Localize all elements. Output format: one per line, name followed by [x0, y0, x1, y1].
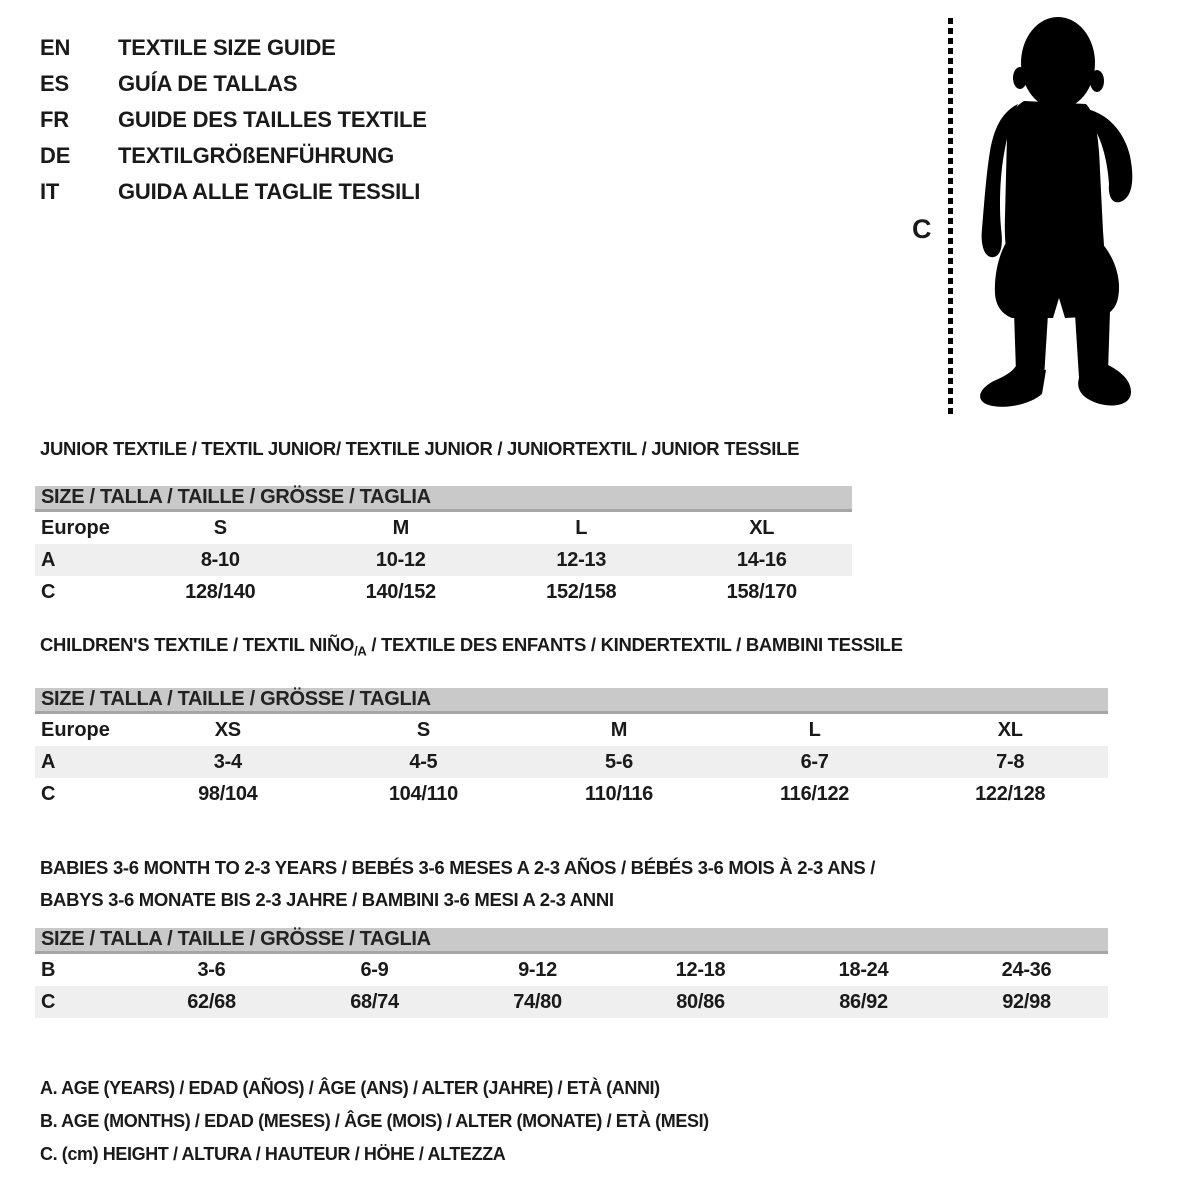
table-cell: 4-5	[409, 750, 438, 773]
section-title-line1: BABIES 3-6 MONTH TO 2-3 YEARS / BEBÉS 3-6 MESES A 2-3 AÑOS / BÉBÉS 3-6 MOIS À 2-3 ANS /	[40, 857, 876, 878]
row-label: Europe	[41, 718, 110, 741]
height-figure	[900, 0, 1160, 430]
table-cell: 128/140	[185, 580, 256, 603]
size-header-bar	[35, 928, 1108, 954]
table-row	[35, 954, 1108, 986]
table-cell: XL	[997, 718, 1023, 741]
size-header-bar	[35, 486, 852, 512]
row-label: C	[41, 782, 56, 805]
row-label: B	[41, 958, 56, 981]
row-label: A	[41, 750, 56, 773]
table-cell: 5-6	[604, 750, 633, 773]
table-cell: 110/116	[584, 782, 653, 805]
table-cell: 8-10	[200, 548, 240, 571]
junior-size-table	[35, 512, 852, 608]
table-cell: 140/152	[365, 580, 436, 603]
section-title-subscript: /A	[354, 643, 367, 659]
children-size-table	[35, 714, 1108, 810]
guide-title: GUÍA DE TALLAS	[118, 71, 298, 96]
row-label: C	[41, 580, 56, 603]
lang-code: EN	[40, 35, 71, 60]
row-label: C	[41, 990, 56, 1013]
height-measure-line	[948, 18, 953, 414]
lang-code: IT	[40, 179, 60, 204]
table-cell: 6-9	[360, 958, 389, 981]
lang-row-it	[40, 174, 427, 210]
table-cell: 74/80	[513, 990, 562, 1013]
row-label: A	[41, 548, 56, 571]
table-cell: 3-6	[197, 958, 226, 981]
table-row	[35, 512, 852, 544]
table-cell: 9-12	[518, 958, 557, 981]
table-cell: XS	[214, 718, 241, 741]
table-cell: 86/92	[839, 990, 888, 1013]
table-row	[35, 986, 1108, 1018]
section-title	[35, 852, 1108, 928]
table-cell: M	[610, 718, 628, 741]
table-cell: 80/86	[676, 990, 725, 1013]
table-cell: 7-8	[996, 750, 1025, 773]
babies-size-table	[35, 954, 1108, 1018]
table-cell: 6-7	[800, 750, 829, 773]
guide-title: TEXTILGRÖßENFÜHRUNG	[118, 143, 395, 168]
table-cell: 10-12	[375, 548, 426, 571]
note-c: C. (cm) HEIGHT / ALTURA / HAUTEUR / HÖHE / ALTEZZA	[40, 1144, 506, 1164]
section-title-text: CHILDREN'S TEXTILE / TEXTIL NIÑO	[40, 634, 355, 655]
guide-title: GUIDA ALLE TAGLIE TESSILI	[118, 179, 421, 204]
lang-code: ES	[40, 71, 69, 96]
table-cell: L	[808, 718, 821, 741]
lang-row-de	[40, 138, 427, 174]
table-cell: 68/74	[350, 990, 399, 1013]
section-title-line2: BABYS 3-6 MONATE BIS 2-3 JAHRE / BAMBINI 3-6 MESI A 2-3 ANNI	[40, 889, 614, 910]
table-row	[35, 746, 1108, 778]
section-title: JUNIOR TEXTILE / TEXTIL JUNIOR/ TEXTILE JUNIOR / JUNIORTEXTIL / JUNIOR TESSILE	[40, 438, 800, 459]
table-cell: L	[575, 516, 588, 539]
section-babies-textile	[35, 852, 1108, 1018]
size-header-bar	[35, 688, 1108, 714]
table-cell: XL	[749, 516, 775, 539]
table-cell: S	[213, 516, 227, 539]
guide-title: GUIDE DES TAILLES TEXTILE	[118, 107, 427, 132]
height-measure-label: C	[912, 214, 932, 244]
table-cell: 116/122	[780, 782, 850, 805]
table-row	[35, 778, 1108, 810]
table-row	[35, 576, 852, 608]
table-cell: M	[392, 516, 409, 539]
section-title	[35, 634, 1108, 688]
table-cell: 62/68	[187, 990, 236, 1013]
lang-code: FR	[40, 107, 69, 132]
table-row	[35, 544, 852, 576]
table-row	[35, 714, 1108, 746]
section-junior-textile	[35, 438, 852, 608]
toddler-silhouette-icon	[962, 16, 1137, 416]
guide-title: TEXTILE SIZE GUIDE	[118, 35, 336, 60]
lang-row-en	[40, 30, 427, 66]
size-header-label: SIZE / TALLA / TAILLE / GRÖSSE / TAGLIA	[41, 688, 431, 710]
table-cell: 122/128	[975, 782, 1046, 805]
table-cell: 98/104	[198, 782, 258, 805]
table-cell: 12-13	[556, 548, 607, 571]
section-title-text: / TEXTILE DES ENFANTS / KINDERTEXTIL / BAMBINI TESSILE	[366, 634, 903, 655]
legend-notes	[40, 1072, 709, 1171]
size-header-label: SIZE / TALLA / TAILLE / GRÖSSE / TAGLIA	[41, 486, 431, 508]
table-cell: 14-16	[736, 548, 787, 571]
table-cell: 12-18	[675, 958, 726, 981]
table-cell: 92/98	[1002, 990, 1051, 1013]
language-title-block	[40, 30, 427, 210]
note-b: B. AGE (MONTHS) / EDAD (MESES) / ÂGE (MOIS) / ALTER (MONATE) / ETÀ (MESI)	[40, 1111, 709, 1131]
note-a: A. AGE (YEARS) / EDAD (AÑOS) / ÂGE (ANS) / ALTER (JAHRE) / ETÀ (ANNI)	[40, 1078, 660, 1098]
table-cell: 3-4	[213, 750, 242, 773]
section-childrens-textile	[35, 634, 1108, 810]
table-cell: S	[416, 718, 430, 741]
lang-row-es	[40, 66, 427, 102]
table-cell: 152/158	[546, 580, 617, 603]
table-cell: 158/170	[726, 580, 797, 603]
table-cell: 104/110	[388, 782, 458, 805]
lang-code: DE	[40, 143, 71, 168]
lang-row-fr	[40, 102, 427, 138]
size-header-label: SIZE / TALLA / TAILLE / GRÖSSE / TAGLIA	[41, 928, 431, 950]
table-cell: 24-36	[1001, 958, 1052, 981]
table-cell: 18-24	[838, 958, 889, 981]
row-label: Europe	[41, 516, 110, 539]
